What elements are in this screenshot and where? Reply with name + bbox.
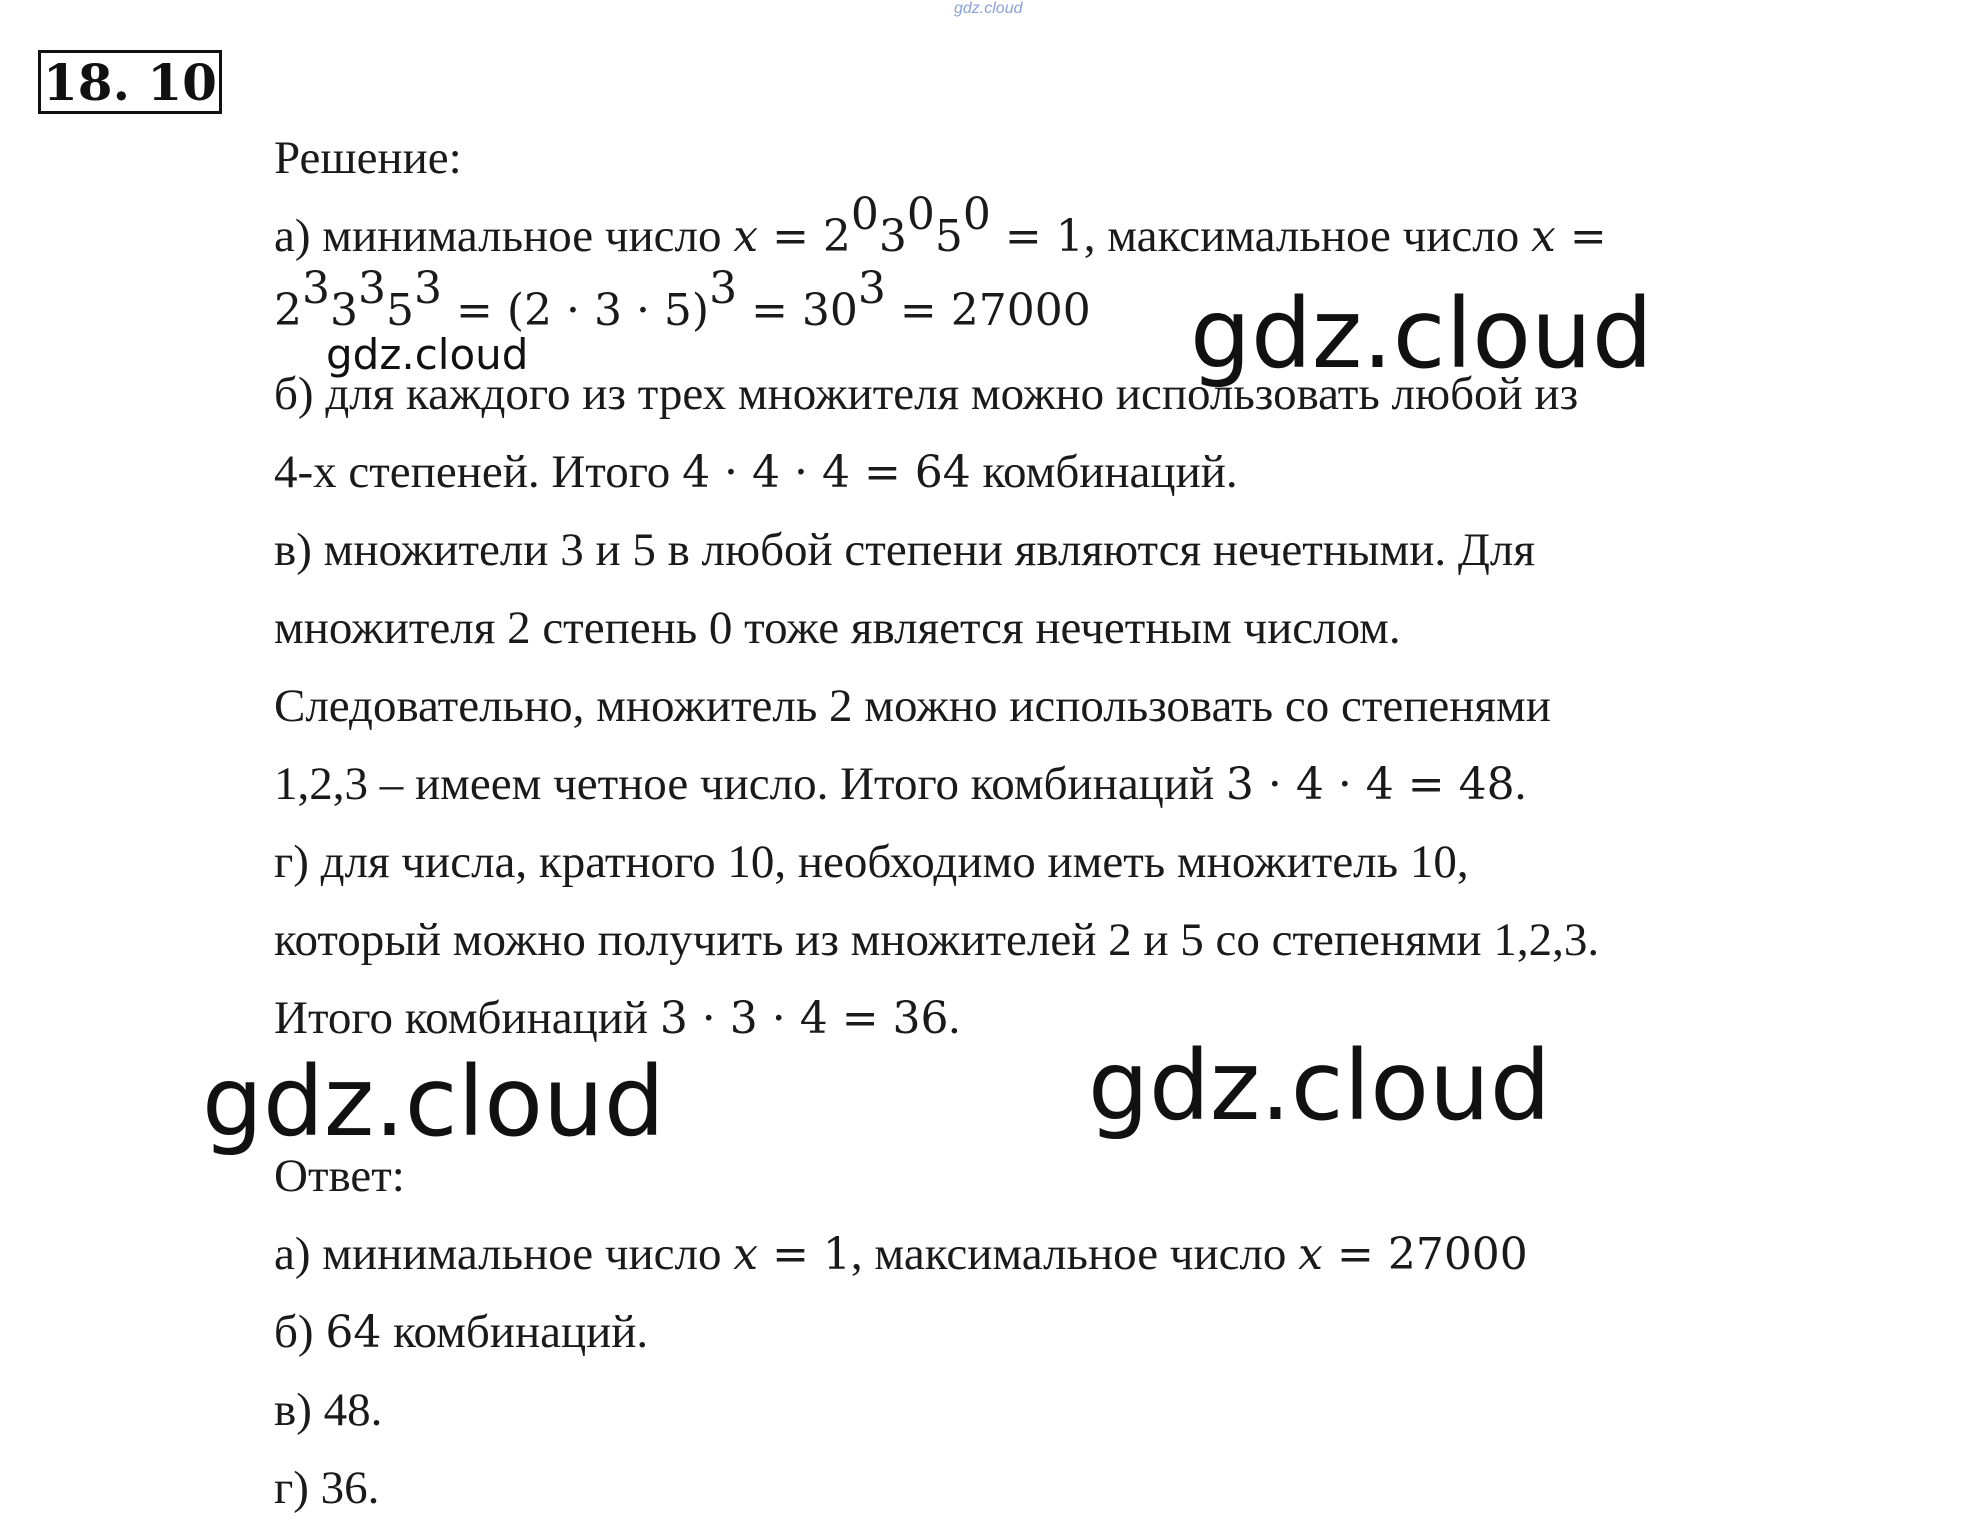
answer-a (274, 1224, 1528, 1285)
text: комбинаций. (970, 446, 1238, 498)
watermark-small: gdz.cloud (326, 330, 529, 379)
var-x: x (1531, 211, 1556, 262)
exponent: 3 (358, 263, 386, 314)
watermark-large: gdz.cloud (202, 1046, 665, 1158)
var-x: x (733, 1229, 759, 1280)
answer-v: в) 48. (274, 1384, 383, 1436)
answer-b (274, 1302, 648, 1363)
text: Итого комбинаций (274, 992, 660, 1044)
solution-v-line4 (274, 754, 1526, 815)
math: 64 (325, 1307, 382, 1358)
var-x: x (1298, 1229, 1323, 1280)
math: 3 (330, 285, 358, 336)
text: 4-х степеней. Итого (274, 446, 683, 498)
top-watermark: gdz.cloud (954, 0, 1023, 17)
text: . (1514, 758, 1527, 810)
exponent: 3 (857, 263, 886, 314)
solution-a-line1 (274, 189, 1607, 267)
solution-b-line1: б) для каждого из трех множителя можно использовать любой из (274, 368, 1579, 420)
math: 3 · 3 · 4 = 36 (659, 993, 949, 1044)
math: = 27000 (1322, 1229, 1528, 1280)
exponent: 3 (302, 263, 330, 314)
text: комбинаций. (381, 1306, 649, 1358)
solution-v-line1: в) множители 3 и 5 в любой степени являются нечетными. Для (274, 524, 1535, 576)
task-number-box: 18. 10 (38, 50, 222, 114)
solution-g-line2: который можно получить из множителей 2 и 5 со степенями 1,2,3. (274, 914, 1600, 966)
text: а) минимальное число (274, 210, 734, 262)
answer-g: г) 36. (274, 1462, 380, 1514)
math: 4 · 4 · 4 = 64 (682, 447, 971, 498)
solution-v-line2: множителя 2 степень 0 тоже является нечетным числом. (274, 602, 1401, 654)
math: 5 (934, 211, 963, 262)
exponent: 3 (414, 263, 442, 314)
math: = 2 (758, 211, 851, 262)
solution-g-line1: г) для числа, кратного 10, необходимо иметь множитель 10, (274, 836, 1469, 888)
text: , максимальное число (850, 1228, 1299, 1280)
math: = (1555, 211, 1607, 262)
math: = (2 · 3 · 5) (442, 285, 710, 336)
solution-v-line3: Следовательно, множитель 2 можно использовать со степенями (274, 680, 1551, 732)
math: 3 · 4 · 4 = 48 (1225, 759, 1515, 810)
answer-heading: Ответ: (274, 1150, 405, 1202)
text: б) (274, 1306, 326, 1358)
exponent: 0 (962, 189, 991, 240)
text: а) минимальное число (274, 1228, 734, 1280)
math: 3 (878, 211, 907, 262)
math: 5 (386, 285, 414, 336)
solution-heading: Решение: (274, 132, 462, 184)
text: . (948, 992, 961, 1044)
math: = 1 (990, 211, 1084, 262)
math: = 1 (758, 1229, 851, 1280)
text: , максимальное число (1083, 210, 1531, 262)
math: 2 (274, 285, 302, 336)
math: = 27000 (885, 285, 1091, 336)
exponent: 0 (850, 189, 879, 240)
exponent: 3 (709, 263, 738, 314)
exponent: 0 (906, 189, 935, 240)
watermark-large: gdz.cloud (1088, 1030, 1551, 1142)
solution-g-line3 (274, 988, 960, 1049)
watermark-large: gdz.cloud (1190, 278, 1653, 390)
solution-b-line2 (274, 442, 1238, 503)
math: = 30 (737, 285, 858, 336)
text: 1,2,3 – имеем четное число. Итого комбинаций (274, 758, 1226, 810)
var-x: x (733, 211, 759, 262)
